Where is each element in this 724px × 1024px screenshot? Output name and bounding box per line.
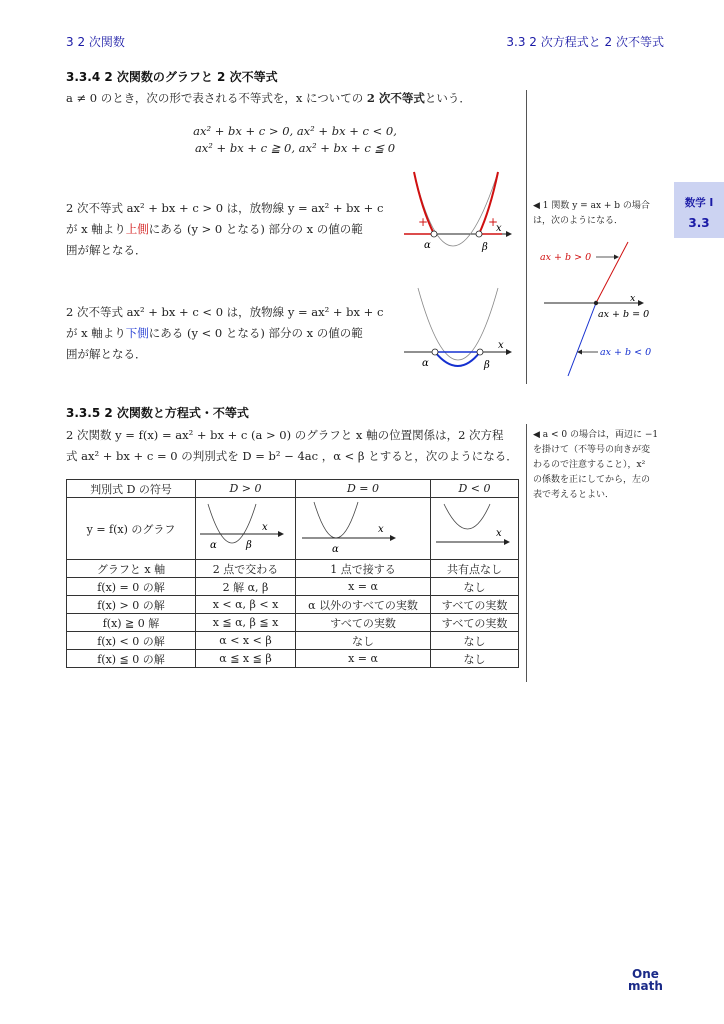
sec1-intro: a ≠ 0 のとき，次の形で表される不等式を，x についての 2 次不等式という．: [66, 91, 471, 105]
alpha-label: α: [422, 358, 429, 369]
beta-label: β: [484, 360, 490, 371]
side-tab-section: 3.3: [688, 216, 710, 230]
svg-text:x: x: [378, 524, 384, 535]
plus-left: +: [418, 215, 429, 229]
x-label: x: [496, 223, 502, 234]
term-quadratic-inequality: 2 次不等式: [366, 91, 425, 105]
onemath-logo: [628, 968, 663, 992]
solution-table: [66, 479, 519, 668]
table-header-cell: D > 0: [196, 480, 296, 498]
beta-label: β: [482, 242, 488, 253]
margin-rule-1: [526, 90, 527, 384]
table-header-cell: D < 0: [431, 480, 519, 498]
table-row: f(x) ≦ 0 の解 α ≦ x ≦ β x = α なし: [67, 650, 519, 668]
table-header-cell: 判別式 D の符号: [67, 480, 196, 498]
label-negative: ax + b < 0: [600, 347, 652, 358]
graph-row-label: y = f(x) のグラフ: [67, 498, 196, 560]
table-row: f(x) < 0 の解 α < x < β なし なし: [67, 632, 519, 650]
minus-sign: −: [453, 359, 464, 373]
graph-cell-d-positive: [196, 498, 296, 560]
table-row: f(x) > 0 の解 x < α, β < x α 以外のすべての実数 すべての実数: [67, 596, 519, 614]
margin-rule-2: [526, 424, 527, 682]
word-lower-side: 下側: [125, 326, 149, 340]
table-header-cell: D = 0: [296, 480, 431, 498]
side-tab[interactable]: [674, 182, 724, 238]
sec2-intro: 2 次関数 y = f(x) = ax² + bx + c (a > 0) のグラフと x 軸の位置関係は，2 次方程 式 ax² + bx + c = 0 の判別式を D = b² − 4ac ，α < β とすると，次のようになる．: [66, 428, 518, 463]
mini-graph-two-roots: [198, 498, 294, 556]
alpha-label: α: [424, 240, 431, 251]
mini-graph-double-root: [298, 498, 428, 556]
graph-upward-negative: [402, 286, 514, 380]
plus-right: +: [488, 215, 499, 229]
section-title-3-3-5: 3.3.5 2 次関数と方程式・不等式: [66, 406, 249, 420]
label-positive: ax + b > 0: [540, 252, 592, 263]
svg-text:α: α: [332, 544, 339, 555]
table-row: f(x) = 0 の解 2 解 α, β x = α なし: [67, 578, 519, 596]
word-upper-side: 上側: [125, 222, 149, 236]
eq-line-2: ax² + bx + c ≧ 0, ax² + bx + c ≦ 0: [194, 141, 396, 155]
margin-note-negative-a: ◀ a < 0 の場合は，両辺に −1 を掛けて（不等号の向きが変 わるので注意すること），x² の係数を正にしてから，左の 表で考えるとよい．: [533, 430, 659, 500]
graph-linear-function: [530, 236, 660, 384]
x-label: x: [630, 293, 636, 304]
section-title-3-3-4: 3.3.4 2 次関数のグラフと 2 次不等式: [66, 70, 278, 84]
table-header-row: [67, 480, 519, 498]
sec1-para-1: 2 次不等式 ax² + bx + c > 0 は，放物線 y = ax² + bx + c が x 軸より上側にある (y > 0 となる) 部分の x の値の範 囲が解となる．: [66, 201, 384, 257]
logo-line-2: math: [628, 979, 663, 993]
mini-graph-no-root: [432, 498, 518, 556]
side-tab-subject: 数学 I: [684, 197, 714, 209]
svg-text:x: x: [495, 528, 502, 539]
sec1-equations: [150, 123, 440, 157]
eq-line-1: ax² + bx + c > 0, ax² + bx + c < 0,: [193, 124, 397, 138]
svg-text:α: α: [209, 540, 217, 551]
graph-cell-d-negative: [431, 498, 519, 560]
header-chapter: 3 2 次関数: [66, 35, 125, 49]
table-graph-row: [67, 498, 519, 560]
table-row: グラフと x 軸 2 点で交わる 1 点で接する 共有点なし: [67, 560, 519, 578]
margin-note-linear: ◀ 1 関数 y = ax + b の場合 は，次のようになる．: [533, 201, 650, 226]
sec1-para-2: 2 次不等式 ax² + bx + c < 0 は，放物線 y = ax² + bx + c が x 軸より下側にある (y < 0 となる) 部分の x の値の範 囲が解となる．: [66, 305, 384, 361]
header-section: 3.3 2 次方程式と 2 次不等式: [506, 35, 664, 49]
table-row: f(x) ≧ 0 解 x ≦ α, β ≦ x すべての実数 すべての実数: [67, 614, 519, 632]
x-label: x: [498, 340, 504, 351]
svg-text:β: β: [245, 540, 252, 551]
logo-line-1: One: [632, 967, 659, 981]
graph-cell-d-zero: [296, 498, 431, 560]
graph-upward-positive: [402, 170, 514, 270]
label-zero: ax + b = 0: [598, 309, 650, 320]
svg-text:x: x: [261, 522, 268, 533]
